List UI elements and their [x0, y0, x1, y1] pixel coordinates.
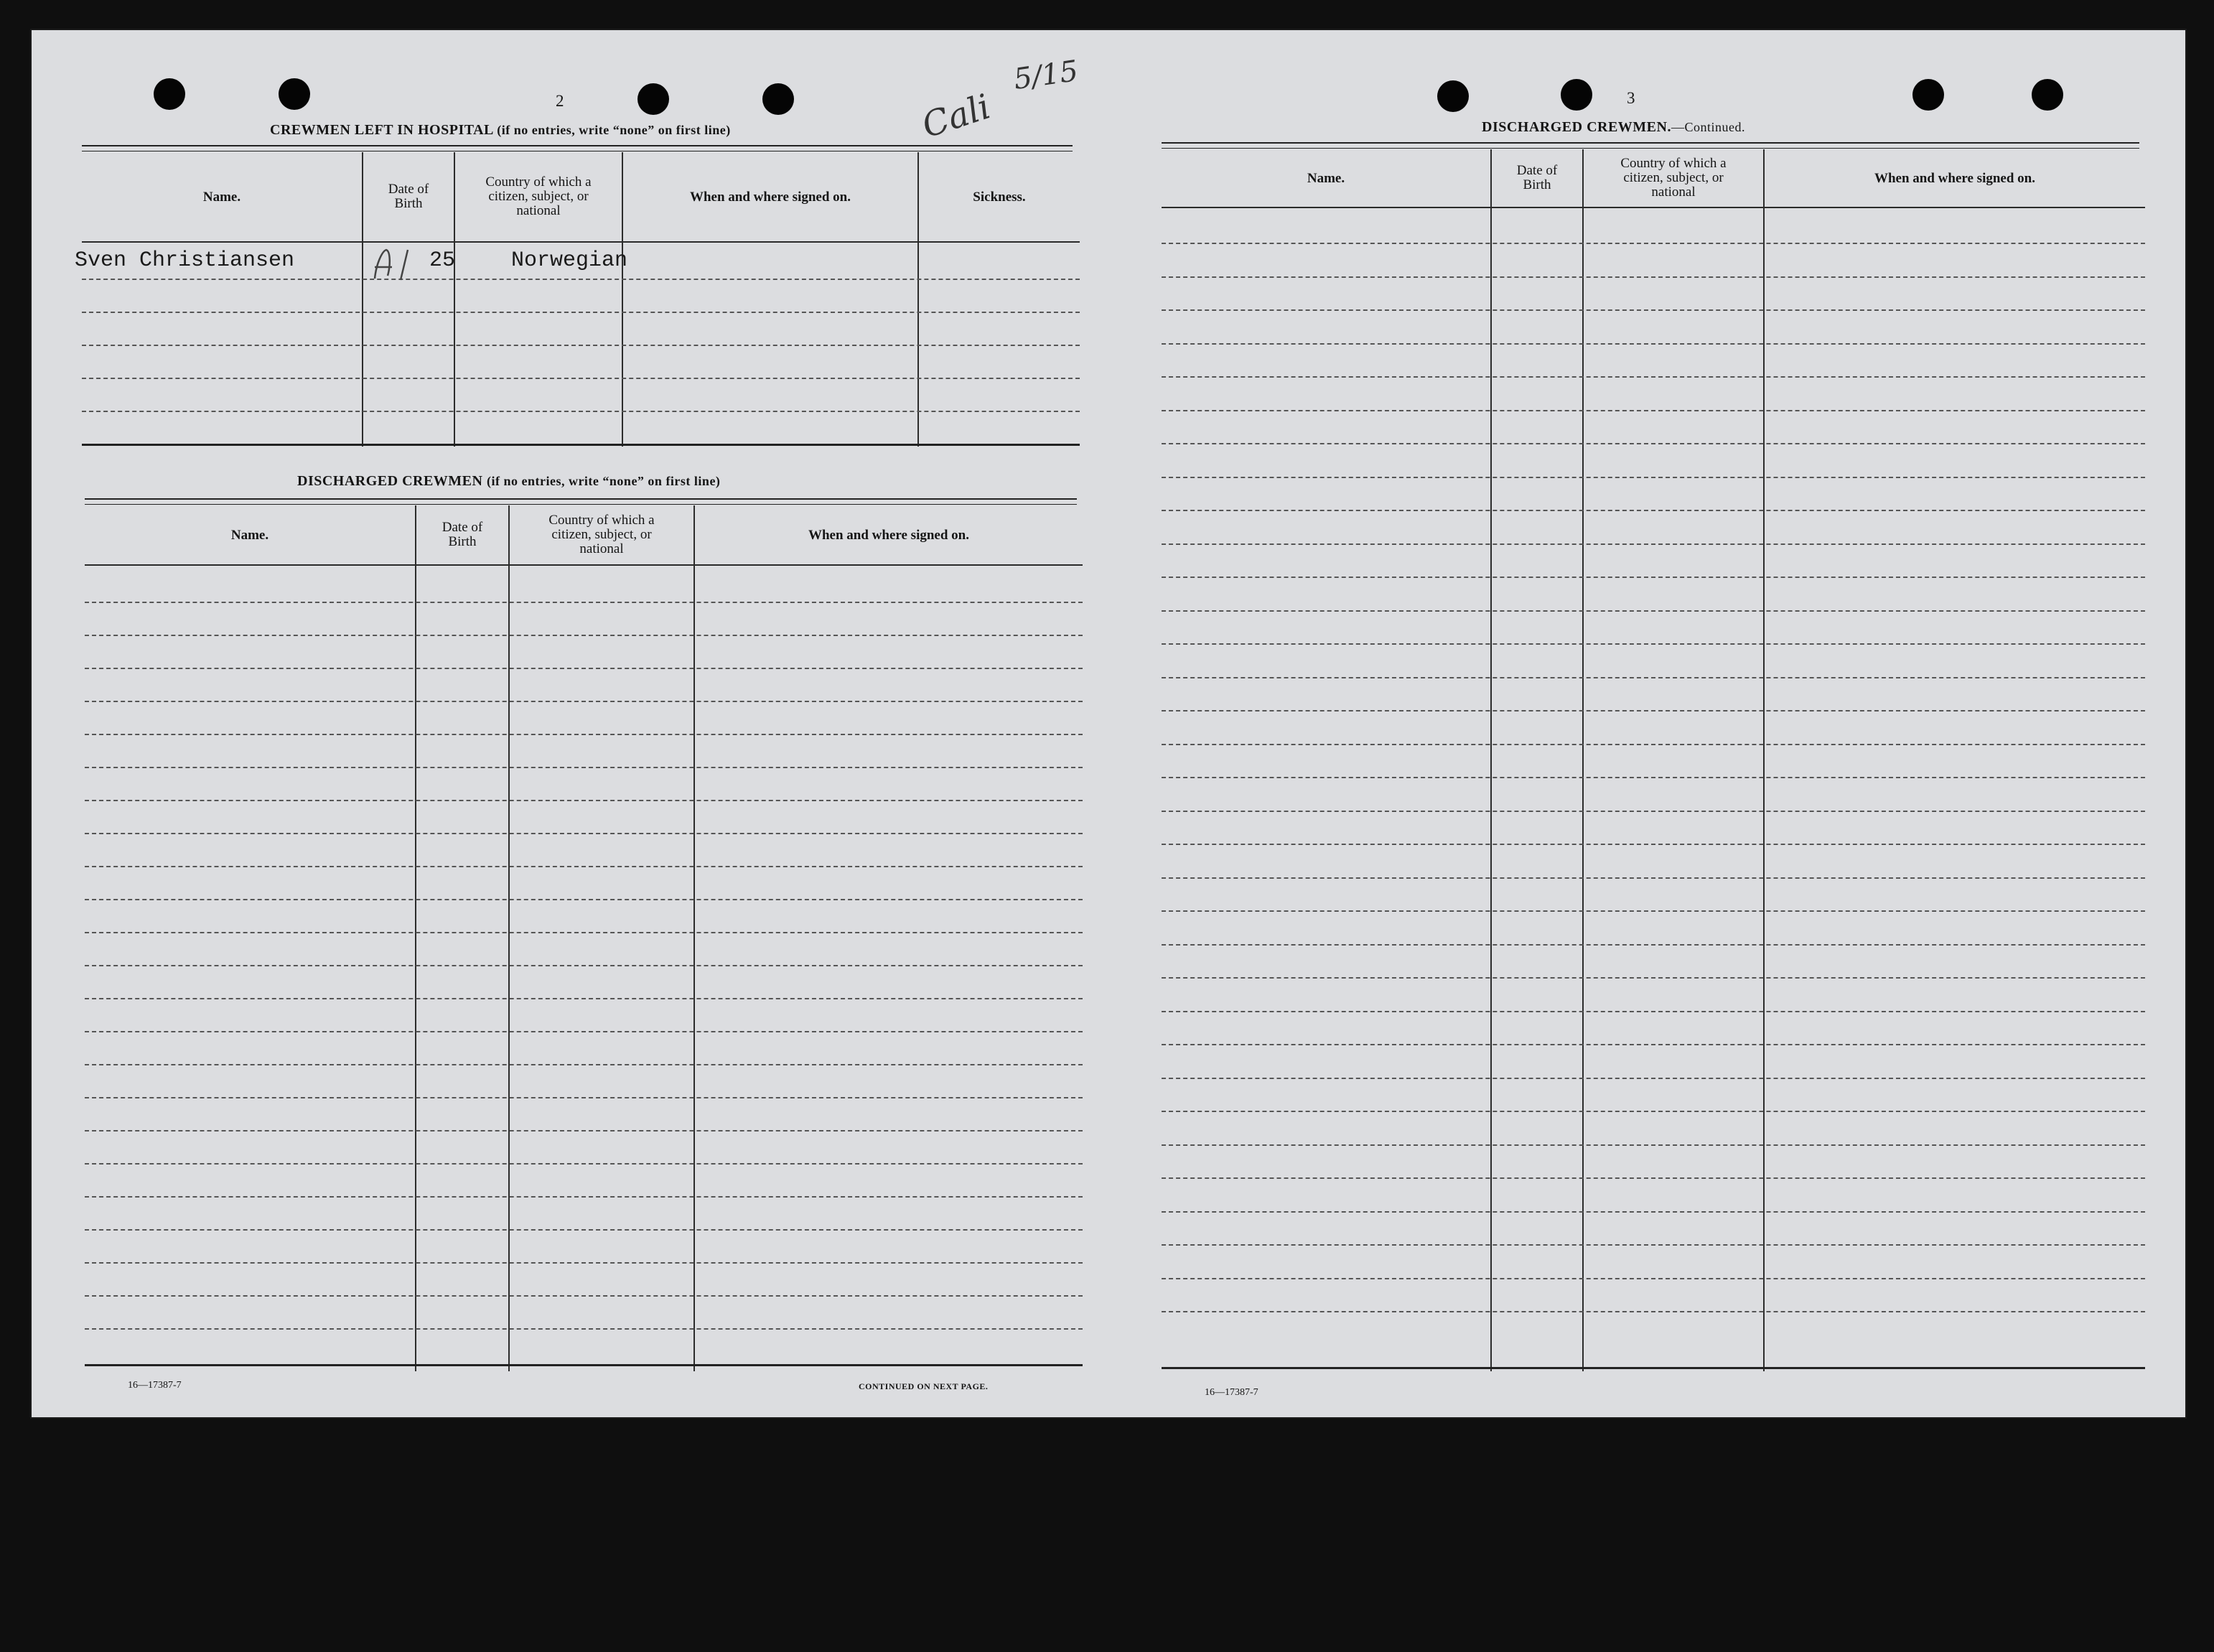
entry-line [1162, 510, 2145, 511]
handwritten-mark-icon [366, 243, 431, 286]
entry-line [1162, 543, 2145, 545]
page-number: 2 [556, 92, 564, 110]
right-page [1108, 30, 2185, 1417]
entry-line [85, 701, 1083, 702]
column-divider [454, 152, 455, 447]
crewman-date-of-birth: 25 [429, 248, 456, 273]
column-divider [1582, 149, 1584, 1371]
form-code: 16—17387-7 [1205, 1387, 1258, 1398]
entry-line [1162, 1211, 2145, 1213]
col-header-country: Country of which a citizen, subject, or national [1620, 156, 1727, 200]
col-header-date-of-birth: Date of Birth [388, 182, 429, 211]
entry-line [85, 1097, 1083, 1098]
entry-line [85, 1295, 1083, 1297]
entry-line [85, 1130, 1083, 1131]
entry-line [85, 1031, 1083, 1032]
col-header-signed-on: When and where signed on. [1874, 170, 2035, 186]
hospital-section-title [270, 122, 731, 139]
entry-line [1162, 1278, 2145, 1279]
crewman-name: Sven Christiansen [75, 248, 295, 273]
entry-line [1162, 1044, 2145, 1045]
entry-line [82, 279, 1080, 280]
entry-line [1162, 376, 2145, 378]
left-page [32, 30, 1108, 1417]
discharged-continued-title [1482, 119, 1745, 136]
entry-line [1162, 811, 2145, 812]
entry-line [1162, 910, 2145, 912]
col-header-sickness: Sickness. [973, 189, 1026, 205]
entry-line [85, 866, 1083, 867]
col-header-name: Name. [202, 189, 241, 205]
column-divider [1763, 149, 1765, 1371]
entry-line [1162, 1078, 2145, 1079]
punch-hole [1561, 79, 1592, 111]
hospital-table-header [82, 152, 1080, 243]
discharged-table-header [85, 505, 1083, 566]
entry-line [85, 1328, 1083, 1330]
punch-hole [279, 78, 310, 110]
table-bottom-rule [1162, 1367, 2145, 1369]
entry-line [1162, 1144, 2145, 1146]
entry-line [85, 932, 1083, 933]
continued-suffix: —Continued. [1671, 120, 1745, 134]
entry-line [1162, 1111, 2145, 1112]
entry-line [85, 734, 1083, 735]
entry-line [85, 965, 1083, 966]
discharged-continued-title-text: DISCHARGED CREWMEN. [1482, 119, 1671, 135]
discharged-continued-table-header [1162, 149, 2145, 208]
entry-line [1162, 977, 2145, 979]
entry-line [85, 998, 1083, 999]
punch-hole [1912, 79, 1944, 111]
crewman-country: Norwegian [511, 248, 628, 273]
col-header-country: Country of which a citizen, subject, or national [485, 174, 592, 218]
punch-hole [2032, 79, 2063, 111]
continued-note: CONTINUED ON NEXT PAGE. [859, 1381, 989, 1391]
entry-line [1162, 243, 2145, 244]
entry-line [1162, 276, 2145, 278]
hospital-instruction: (if no entries, write “none” on first line) [497, 123, 731, 137]
entry-line [82, 345, 1080, 346]
entry-line [85, 635, 1083, 636]
entry-line [1162, 1177, 2145, 1179]
entry-line [82, 378, 1080, 379]
entry-line [85, 1196, 1083, 1198]
entry-line [82, 411, 1080, 412]
entry-line [85, 800, 1083, 801]
entry-line [1162, 443, 2145, 444]
entry-line [1162, 410, 2145, 411]
page-number: 3 [1627, 89, 1635, 107]
document-scan [32, 30, 2185, 1417]
entry-line [85, 1163, 1083, 1165]
entry-line [1162, 477, 2145, 478]
entry-line [1162, 1011, 2145, 1012]
col-header-date-of-birth: Date of Birth [1516, 163, 1558, 192]
col-header-name: Name. [230, 527, 269, 543]
punch-hole [154, 78, 185, 110]
entry-line [1162, 343, 2145, 345]
punch-hole [1437, 80, 1469, 112]
entry-line [85, 767, 1083, 768]
entry-line [82, 312, 1080, 313]
table-bottom-rule [82, 444, 1080, 446]
entry-line [1162, 1244, 2145, 1246]
form-code: 16—17387-7 [128, 1380, 182, 1391]
discharged-title-text: DISCHARGED CREWMEN [297, 473, 483, 489]
entry-line [85, 1064, 1083, 1065]
entry-line [1162, 643, 2145, 645]
entry-line [1162, 844, 2145, 845]
entry-line [1162, 309, 2145, 311]
punch-hole [762, 83, 794, 115]
entry-line [1162, 777, 2145, 778]
column-divider [1490, 149, 1492, 1371]
entry-line [1162, 710, 2145, 711]
col-header-signed-on: When and where signed on. [808, 527, 969, 543]
column-divider [362, 152, 363, 447]
entry-line [1162, 677, 2145, 678]
discharged-instruction: (if no entries, write “none” on first line) [486, 474, 721, 488]
entry-line [85, 1262, 1083, 1264]
table-bottom-rule [85, 1364, 1083, 1366]
entry-line [1162, 577, 2145, 578]
punch-hole [637, 83, 669, 115]
discharged-continued-table [1162, 149, 2145, 1371]
handwritten-fraction: 5/15 [1012, 54, 1080, 97]
discharged-section-title [297, 473, 720, 490]
handwritten-annotation: Cali [917, 86, 996, 146]
entry-line [85, 668, 1083, 669]
entry-line [85, 1229, 1083, 1231]
discharged-table [85, 505, 1083, 1371]
column-divider [622, 152, 623, 447]
discharged-header-rule [85, 498, 1077, 505]
discharged-continued-header-rule [1162, 142, 2139, 149]
hospital-title-text: CREWMEN LEFT IN HOSPITAL [270, 122, 493, 138]
hospital-header-rule [82, 145, 1073, 151]
entry-line [1162, 610, 2145, 612]
col-header-date-of-birth: Date of Birth [442, 520, 483, 549]
entry-line [1162, 1311, 2145, 1312]
column-divider [917, 152, 919, 447]
entry-line [1162, 744, 2145, 745]
hospital-table [75, 152, 1080, 447]
entry-line [1162, 944, 2145, 946]
col-header-country: Country of which a citizen, subject, or national [548, 513, 655, 556]
entry-line [85, 899, 1083, 900]
entry-line [85, 833, 1083, 834]
col-header-signed-on: When and where signed on. [689, 189, 851, 205]
entry-line [85, 602, 1083, 603]
col-header-name: Name. [1307, 170, 1345, 186]
entry-line [1162, 877, 2145, 879]
